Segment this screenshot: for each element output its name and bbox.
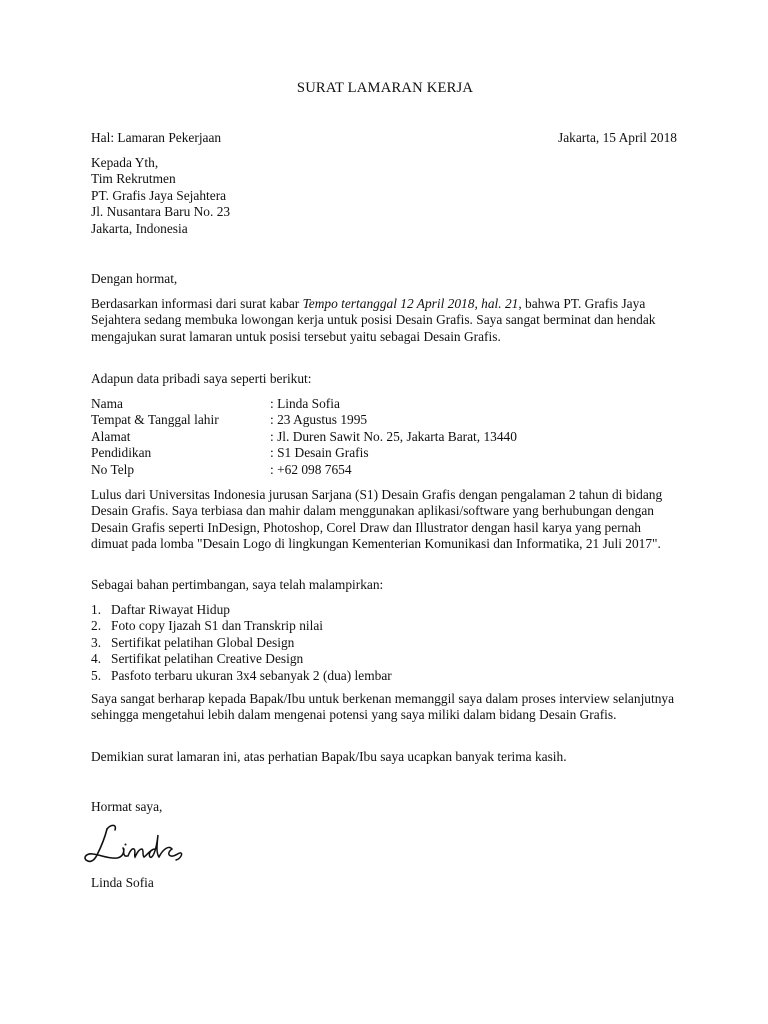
data-label: Alamat: [91, 428, 131, 444]
data-value: : S1 Desain Grafis: [270, 445, 369, 461]
data-value: : Jl. Duren Sawit No. 25, Jakarta Barat, 13440: [270, 428, 517, 444]
data-value: : 23 Agustus 1995: [270, 412, 368, 428]
data-value: : +62 098 7654: [270, 461, 352, 477]
recipient-line: Jakarta, Indonesia: [91, 220, 188, 236]
list-item: [91, 668, 392, 684]
letter-title: SURAT LAMARAN KERJA: [296, 80, 474, 96]
data-value: : Linda Sofia: [270, 396, 340, 411]
signer-name: Linda Sofia: [91, 875, 154, 890]
list-text: Sertifikat pelatihan Global Design: [111, 634, 295, 650]
data-label: Pendidikan: [91, 445, 152, 461]
list-text: Pasfoto terbaru ukuran 3x4 sebanyak 2 (dua) lembar: [111, 667, 392, 683]
letter-place-date: Jakarta, 15 April 2018: [557, 130, 677, 145]
data-row-address: [91, 429, 517, 445]
paragraph-intro-before: Berdasarkan informasi dari surat kabar: [91, 296, 303, 311]
list-number: 2.: [91, 618, 102, 634]
list-text: Daftar Riwayat Hidup: [111, 602, 230, 617]
letter-subject: Hal: Lamaran Pekerjaan: [91, 130, 222, 145]
paragraph-qualifications-text: Lulus dari Universitas Indonesia jurusan Sarjana (S1) Desain Grafis dengan pengalaman 2 tahun di bidang Desain Grafis. Saya terbiasa dan mahir dalam menggunakan aplikasi/software yang berhubungan dengan Desain Grafis seperti InDesign, Photoshop, Corel Draw dan Illustrator dengan hasil karya yang pernah dimuat pada lomba "Desain Logo di lingkungan Kementerian Komunikasi dan Informatika, 21 Juli 2017".: [91, 487, 663, 552]
data-row-phone: [91, 462, 517, 478]
paragraph-hope: [91, 691, 677, 724]
paragraph-closing: [91, 749, 677, 765]
recipient-line: Kepada Yth,: [91, 155, 159, 170]
paragraph-intro-after: , bahwa PT. Grafis Jaya Sejahtera sedang membuka lowongan kerja untuk posisi Desain Grafis. Saya sangat berminat dan hendak mengajukan surat lamaran untuk posisi tersebut yaitu sebagai Desain Grafis.: [91, 296, 656, 344]
list-item: [91, 635, 392, 651]
data-row-name: [91, 396, 517, 412]
recipient-block: [91, 155, 230, 237]
list-number: 3.: [91, 634, 102, 650]
list-item: [91, 602, 392, 618]
handwritten-signature: [77, 815, 187, 870]
list-text: Sertifikat pelatihan Creative Design: [111, 651, 304, 667]
recipient-line: Tim Rekrutmen: [91, 171, 176, 187]
data-label: No Telp: [91, 461, 135, 477]
subject-date-row: [91, 130, 677, 146]
closing-salutation: Hormat saya,: [91, 799, 163, 814]
data-label: Nama: [91, 396, 123, 411]
data-label: Tempat & Tanggal lahir: [91, 412, 219, 428]
recipient-line: Jl. Nusantara Baru No. 23: [91, 204, 231, 220]
paragraph-closing-text: Demikian surat lamaran ini, atas perhatian Bapak/Ibu saya ucapkan banyak terima kasih.: [91, 749, 567, 764]
list-number: 1.: [91, 602, 102, 617]
newspaper-reference: Tempo tertanggal 12 April 2018, hal. 21: [302, 296, 519, 311]
data-row-education: [91, 445, 517, 461]
recipient-line: PT. Grafis Jaya Sejahtera: [91, 187, 227, 203]
list-item: [91, 618, 392, 634]
list-number: 4.: [91, 651, 102, 667]
paragraph-intro: [91, 296, 677, 345]
list-number: 5.: [91, 667, 102, 683]
data-row-birth: [91, 412, 517, 428]
personal-data-intro: Adapun data pribadi saya seperti berikut:: [91, 371, 312, 386]
list-text: Foto copy Ijazah S1 dan Transkrip nilai: [111, 618, 324, 634]
greeting: Dengan hormat,: [91, 271, 178, 286]
list-item: [91, 651, 392, 667]
attachments-list: [91, 602, 392, 684]
personal-data-table: [91, 396, 517, 478]
paragraph-hope-text: Saya sangat berharap kepada Bapak/Ibu untuk berkenan memanggil saya dalam proses interview selanjutnya sehingga mengetahui lebih dalam mengenai potensi yang saya miliki dalam bidang Desain Grafis.: [91, 691, 675, 723]
attachments-intro: Sebagai bahan pertimbangan, saya telah malampirkan:: [91, 577, 384, 592]
paragraph-qualifications: [91, 487, 677, 553]
